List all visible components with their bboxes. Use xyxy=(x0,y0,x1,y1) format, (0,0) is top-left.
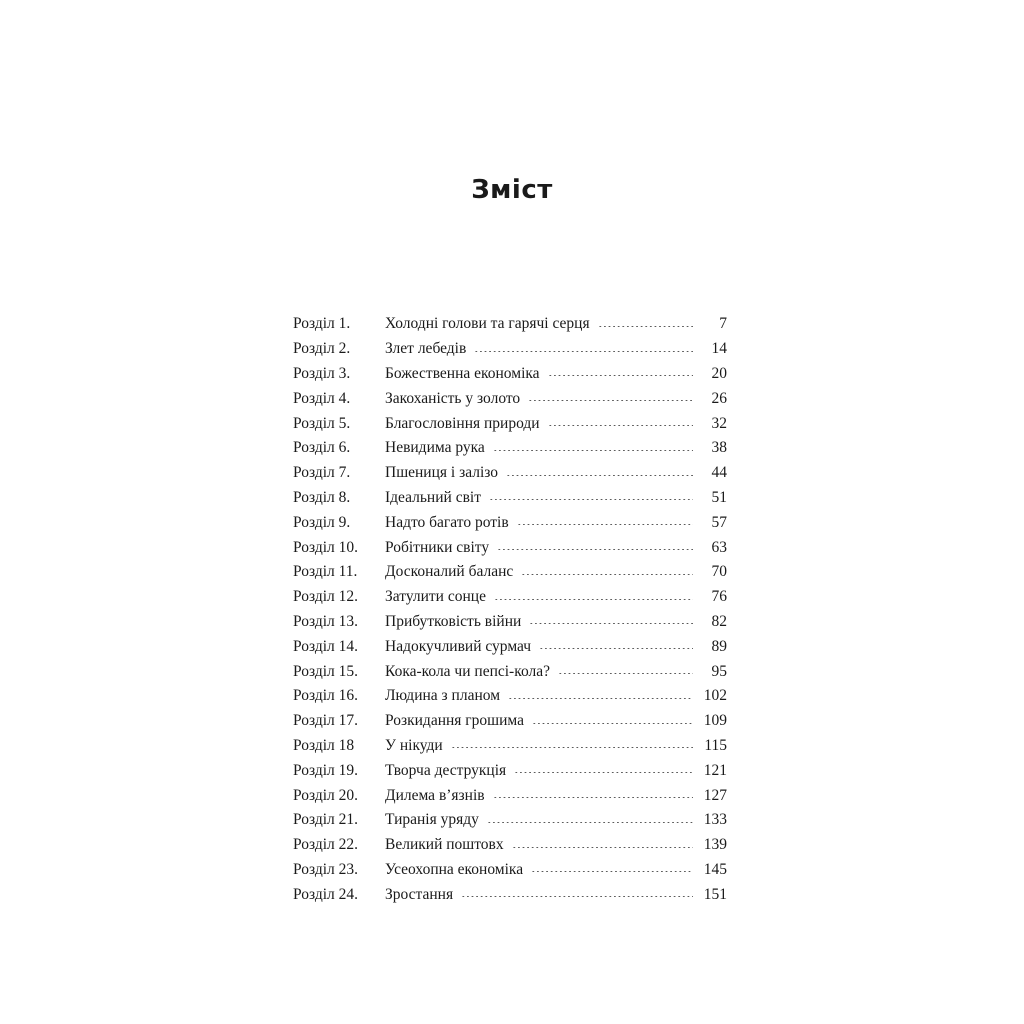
toc-dot-leader xyxy=(539,648,693,649)
toc-page-number: 115 xyxy=(704,736,727,754)
toc-dot-leader xyxy=(517,524,693,525)
toc-chapter-number: Розділ 6. xyxy=(293,439,351,457)
toc-dot-leader xyxy=(493,450,693,451)
toc-page-number: 32 xyxy=(711,414,727,432)
toc-chapter-number: Розділ 9. xyxy=(293,513,351,531)
toc-chapter-title: Тиранія уряду xyxy=(385,811,479,829)
toc-chapter-number: Розділ 21. xyxy=(293,811,359,829)
toc-entry xyxy=(293,461,727,486)
toc-dot-leader xyxy=(548,375,693,376)
toc-entry xyxy=(293,709,727,734)
toc-chapter-title: Злет лебедів xyxy=(385,340,467,358)
toc-chapter-number: Розділ 10. xyxy=(293,538,359,556)
toc-entry xyxy=(293,362,727,387)
toc-chapter-title: Надокучливий сурмач xyxy=(385,637,532,655)
toc-chapter-title: Дилема в’язнів xyxy=(385,786,485,804)
toc-page-number: 70 xyxy=(711,563,727,581)
toc-page-number: 95 xyxy=(711,662,727,680)
toc-dot-leader xyxy=(461,896,693,897)
toc-dot-leader xyxy=(474,351,693,352)
toc-page-number: 139 xyxy=(703,836,727,854)
toc-dot-leader xyxy=(548,425,693,426)
toc-chapter-number: Розділ 3. xyxy=(293,364,351,382)
toc-page-number: 121 xyxy=(703,761,727,779)
toc-chapter-number: Розділ 24. xyxy=(293,885,359,903)
toc-entry xyxy=(293,535,727,560)
toc-dot-leader xyxy=(506,475,693,476)
toc-dot-leader xyxy=(558,673,693,674)
toc-page-number: 151 xyxy=(703,885,727,903)
toc-chapter-title: Робітники світу xyxy=(385,538,490,556)
toc-dot-leader xyxy=(493,797,693,798)
toc-chapter-number: Розділ 5. xyxy=(293,414,351,432)
toc-chapter-number: Розділ 4. xyxy=(293,389,351,407)
toc-page-number: 20 xyxy=(711,364,727,382)
toc-dot-leader xyxy=(489,499,693,500)
toc-dot-leader xyxy=(487,822,693,823)
toc-chapter-title: Холодні голови та гарячі серця xyxy=(385,315,590,333)
toc-chapter-number: Розділ 20. xyxy=(293,786,359,804)
toc-entry xyxy=(293,858,727,883)
toc-page-number: 133 xyxy=(703,811,727,829)
toc-chapter-title: Благословіння природи xyxy=(385,414,540,432)
toc-chapter-number: Розділ 18 xyxy=(293,736,355,754)
toc-chapter-title: Людина з планом xyxy=(385,687,501,705)
toc-chapter-number: Розділ 7. xyxy=(293,464,351,482)
table-of-contents xyxy=(293,312,727,907)
toc-entry xyxy=(293,634,727,659)
toc-entry xyxy=(293,882,727,907)
toc-page-number: 145 xyxy=(703,860,727,878)
toc-entry xyxy=(293,337,727,362)
toc-dot-leader xyxy=(497,549,693,550)
toc-page-number: 14 xyxy=(711,340,727,358)
toc-entry xyxy=(293,684,727,709)
toc-page-number: 57 xyxy=(711,513,727,531)
toc-page-number: 7 xyxy=(719,315,727,333)
toc-chapter-number: Розділ 2. xyxy=(293,340,351,358)
toc-page-number: 38 xyxy=(711,439,727,457)
toc-chapter-number: Розділ 11. xyxy=(293,563,358,581)
toc-dot-leader xyxy=(598,326,693,327)
toc-entry xyxy=(293,436,727,461)
toc-chapter-title: Зростання xyxy=(385,885,454,903)
toc-entry xyxy=(293,585,727,610)
toc-page-number: 26 xyxy=(711,389,727,407)
toc-page-number: 89 xyxy=(711,637,727,655)
toc-page-number: 63 xyxy=(711,538,727,556)
toc-page-number: 82 xyxy=(711,612,727,630)
toc-dot-leader xyxy=(532,723,693,724)
toc-chapter-title: У нікуди xyxy=(385,736,443,754)
toc-chapter-title: Кока-кола чи пепсі-кола? xyxy=(385,662,550,680)
toc-page-number: 109 xyxy=(703,712,727,730)
toc-page-number: 44 xyxy=(711,464,727,482)
toc-chapter-number: Розділ 17. xyxy=(293,712,359,730)
toc-chapter-title: Надто багато ротів xyxy=(385,513,509,531)
toc-chapter-title: Творча деструкція xyxy=(385,761,507,779)
toc-dot-leader xyxy=(531,871,693,872)
toc-page-number: 51 xyxy=(711,488,727,506)
toc-entry xyxy=(293,734,727,759)
toc-chapter-title: Закоханість у золото xyxy=(385,389,521,407)
toc-chapter-number: Розділ 8. xyxy=(293,488,351,506)
toc-page-number: 127 xyxy=(703,786,727,804)
toc-dot-leader xyxy=(494,599,693,600)
toc-chapter-number: Розділ 14. xyxy=(293,637,359,655)
toc-dot-leader xyxy=(512,847,693,848)
toc-chapter-number: Розділ 15. xyxy=(293,662,359,680)
toc-chapter-title: Досконалий баланс xyxy=(385,563,514,581)
toc-entry xyxy=(293,510,727,535)
toc-entry xyxy=(293,486,727,511)
toc-dot-leader xyxy=(508,698,693,699)
toc-page-number: 76 xyxy=(711,588,727,606)
toc-dot-leader xyxy=(529,623,693,624)
toc-chapter-title: Розкидання грошима xyxy=(385,712,524,730)
toc-dot-leader xyxy=(451,747,693,748)
toc-dot-leader xyxy=(514,772,693,773)
toc-chapter-number: Розділ 16. xyxy=(293,687,359,705)
toc-chapter-title: Усеохопна економіка xyxy=(385,860,524,878)
toc-chapter-title: Божественна економіка xyxy=(385,364,540,382)
toc-page-number: 102 xyxy=(703,687,727,705)
toc-entry xyxy=(293,783,727,808)
toc-entry xyxy=(293,758,727,783)
toc-chapter-number: Розділ 22. xyxy=(293,836,359,854)
toc-entry xyxy=(293,386,727,411)
toc-chapter-number: Розділ 1. xyxy=(293,315,351,333)
toc-entry xyxy=(293,659,727,684)
toc-chapter-number: Розділ 19. xyxy=(293,761,359,779)
toc-dot-leader xyxy=(528,400,693,401)
toc-entry xyxy=(293,560,727,585)
toc-chapter-title: Невидима рука xyxy=(385,439,485,457)
toc-entry xyxy=(293,808,727,833)
toc-dot-leader xyxy=(521,574,693,575)
toc-chapter-title: Пшениця і залізо xyxy=(385,464,499,482)
toc-chapter-title: Прибутковість війни xyxy=(385,612,522,630)
page-title: Зміст xyxy=(471,175,553,205)
toc-entry xyxy=(293,411,727,436)
toc-entry xyxy=(293,610,727,635)
toc-chapter-title: Затулити сонце xyxy=(385,588,486,606)
toc-chapter-number: Розділ 12. xyxy=(293,588,359,606)
toc-entry xyxy=(293,833,727,858)
toc-chapter-title: Великий поштовх xyxy=(385,836,504,854)
toc-chapter-title: Ідеальний світ xyxy=(385,488,481,506)
toc-entry xyxy=(293,312,727,337)
toc-chapter-number: Розділ 13. xyxy=(293,612,359,630)
toc-chapter-number: Розділ 23. xyxy=(293,860,359,878)
